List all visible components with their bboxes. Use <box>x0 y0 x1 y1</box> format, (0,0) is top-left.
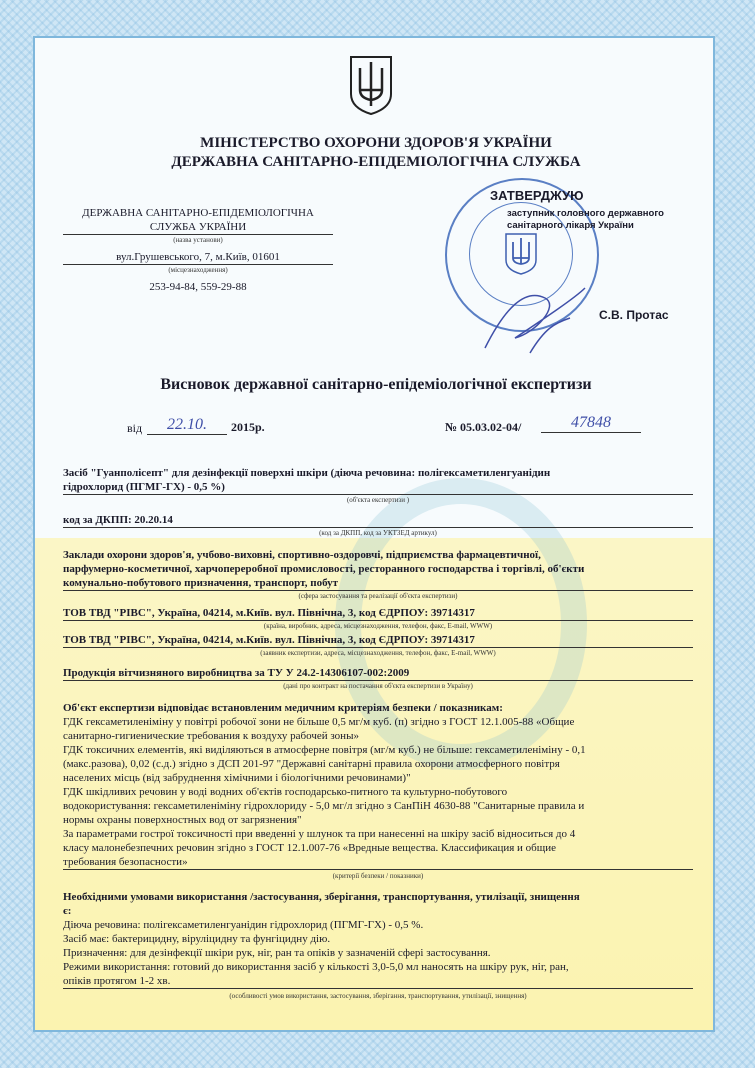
org-name-caption: (назва установи) <box>173 236 223 244</box>
approve-position-line1: заступник головного державного <box>507 208 664 219</box>
conditions-line: опіків протягом 1-2 хв. <box>63 974 693 989</box>
criteria-line: (макс.разова), 0,02 (с.д.) згідно з ДСП 201-97 "Державні санітарні правила охорони атмосферного повітря <box>63 758 560 770</box>
criteria-line: ГДК гексаметиленіміну у повітрі робочої зони не більше 0,5 мг/м куб. (п) згідно з ГОСТ 12.1.005-88 «Общие <box>63 716 575 728</box>
org-address: вул.Грушевського, 7, м.Київ, 01601 <box>63 250 333 265</box>
org-name-line2: СЛУЖБА УКРАЇНИ <box>63 220 333 235</box>
conditions-line: Режими використання: готовий до використання засіб у кількості 3,0-5,0 мл наносять на шкіру рук, ніг, ран, <box>63 961 569 973</box>
conditions-line: Діюча речовина: полігексаметиленгуанідин гідрохлорид (ПГМГ-ГХ) - 0,5 %. <box>63 919 424 931</box>
service-title: ДЕРЖАВНА САНІТАРНО-ЕПІДЕМІОЛОГІЧНА СЛУЖБА <box>171 154 581 170</box>
scope-line2: парфумерно-косметичної, харчопереробної промисловості, ресторанного господарства і торгівлі, об'єкти <box>63 563 585 575</box>
conditions-list <box>63 918 703 989</box>
ministry-title: МІНІСТЕРСТВО ОХОРОНИ ЗДОРОВ'Я УКРАЇНИ <box>200 135 552 151</box>
number-handwritten: 47848 <box>541 414 641 433</box>
scope-line1: Заклади охорони здоров'я, учбово-виховні, спортивно-оздоровчі, підприємства фармацевтичної, <box>63 549 541 561</box>
date-prefix: від <box>127 421 143 435</box>
conditions-line: Призначення: для дезінфекції шкіри рук, ніг, ран та опіків у зазначеній сфері застосування. <box>63 947 491 959</box>
signature-icon <box>475 278 595 358</box>
criteria-line: водокористування: гексаметиленіміну гідрохлориду - 5,0 мг/л згідно з СанПіН 4630-88 "Санитарные правила и <box>63 800 585 812</box>
product-caption: (дані про контракт на постачання об'єкта експертизи в Україну) <box>283 682 473 690</box>
criteria-line: За параметрами гострої токсичності при введенні у шлунок та при нанесенні на шкіру засіб відноситься до 4 <box>63 828 576 840</box>
object-line1: Засіб "Гуанполісепт" для дезінфекції поверхні шкіри (діюча речовина: полігексаметиленгуанідин <box>63 467 551 479</box>
approve-title: ЗАТВЕРДЖУЮ <box>490 188 584 203</box>
object-line2: гідрохлорид (ПГМГ-ГХ) - 0,5 %) <box>63 480 693 495</box>
org-address-caption: (місцезнаходження) <box>168 266 228 274</box>
criteria-line: класу малонебезпечних речовин згідно з ГОСТ 12.1.007-76 «Вредные вещества. Классификация и общие <box>63 842 557 854</box>
code-text: код за ДКПП: 20.20.14 <box>63 513 693 528</box>
manufacturer-caption: (країна, виробник, адреса, місцезнаходження, телефон, факс, E-mail, WWW) <box>263 622 493 630</box>
approve-signer: С.В. Протас <box>599 308 669 322</box>
date-handwritten: 22.10. <box>147 416 227 435</box>
org-phones: 253-94-84, 559-29-88 <box>149 281 247 293</box>
criteria-line: ГДК токсичних елементів, які виділяються в атмосферне повітря (мг/м куб.) не більше: гексаметиленіміну - 0,1 <box>63 744 586 756</box>
product-text: Продукція вітчизняного виробництва за ТУ У 24.2-14306107-002:2009 <box>63 666 693 681</box>
manufacturer-text: ТОВ ТВД "РІВС", Україна, 04214, м.Київ. вул. Північна, 3, код ЄДРПОУ: 39714317 <box>63 606 693 621</box>
applicant-text: ТОВ ТВД "РІВС", Україна, 04214, м.Київ. вул. Північна, 3, код ЄДРПОУ: 39714317 <box>63 633 693 648</box>
trident-emblem-icon <box>348 54 394 116</box>
date-year: 2015р. <box>231 420 265 434</box>
criteria-line: населених місць (від забруднення хімічними і біологічними речовинами)" <box>63 772 411 784</box>
scope-line3: комунально-побутового призначення, транспорт, побут <box>63 576 693 591</box>
conditions-heading-line1: Необхідними умовами використання /застосування, зберігання, транспортування, утилізації, знищення <box>63 891 580 903</box>
number-prefix: № 05.03.02-04/ <box>445 420 522 434</box>
criteria-list <box>63 715 703 870</box>
criteria-heading: Об'єкт експертизи відповідає встановленим медичним критеріям безпеки / показникам: <box>63 702 503 714</box>
criteria-line: требования безопасности» <box>63 855 693 870</box>
conditions-caption: (особливості умов використання, застосування, зберігання, транспортування, утилізації, знищення) <box>229 992 527 1000</box>
criteria-line: ГДК шкідливих речовин у воді водних об'єктів господарсько-питного та культурно-побутового <box>63 786 508 798</box>
conditions-line: Засіб має: бактерицидну, віруліцидну та фунгіцидну дію. <box>63 933 331 945</box>
criteria-line: нормы охраны поверхностных вод от загрязнения" <box>63 814 302 826</box>
criteria-caption: (критерії безпеки / показники) <box>332 872 424 880</box>
conditions-heading-line2: є: <box>63 905 72 917</box>
object-caption: (об'єкта експертизи ) <box>346 496 410 504</box>
criteria-line: санитарно-гигиенические требования к воздуху рабочей зоны» <box>63 730 359 742</box>
approve-position-line2: санітарного лікаря України <box>507 220 634 231</box>
doc-title: Висновок державної санітарно-епідеміологічної експертизи <box>160 376 592 393</box>
applicant-caption: (заявник експертизи, адреса, місцезнаходження, телефон, факс, E-mail, WWW) <box>260 649 496 657</box>
code-caption: (код за ДКПП, код за УКТЗЕД артикул) <box>319 529 437 537</box>
org-name-line1: ДЕРЖАВНА САНІТАРНО-ЕПІДЕМІОЛОГІЧНА <box>82 207 314 219</box>
scope-caption: (сфера застосування та реалізації об'єкта експертизи) <box>298 592 458 600</box>
document-sheet <box>33 36 715 1032</box>
